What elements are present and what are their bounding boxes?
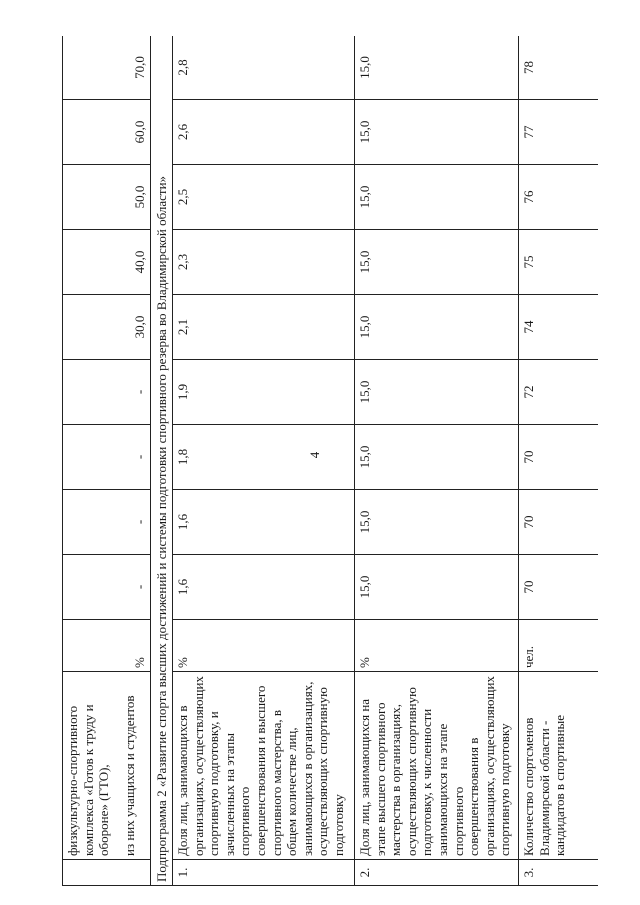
- value-cell: 40,0: [63, 230, 151, 295]
- value-cell: 15,0: [355, 360, 519, 425]
- subprogram-header-row: [151, 36, 173, 886]
- value-cell: 2,6: [173, 100, 355, 165]
- value-cell: 70: [519, 425, 599, 490]
- value-cell: 76: [519, 165, 599, 230]
- value-cell: 15,0: [355, 490, 519, 555]
- value-cell: 15,0: [355, 230, 519, 295]
- value-cell: 2,3: [173, 230, 355, 295]
- table-rotation-frame: [62, 36, 598, 886]
- row-number: 3.: [519, 860, 599, 886]
- value-cell: -: [63, 425, 151, 490]
- rotated-table-sheet: [62, 36, 598, 886]
- row-description: Доля лиц, занимающихся на этапе высшего спортивного мастерства в организациях, осуществляющих спортивную подготовку, к численности занимающихся на этапе спортивного совершенствования в организациях, осуществляющих спортивную подготовку: [355, 672, 519, 860]
- page-number: 4: [307, 451, 322, 459]
- value-cell: 1,6: [173, 490, 355, 555]
- value-cell: 77: [519, 100, 599, 165]
- row-unit: %: [355, 620, 519, 672]
- value-cell: 15,0: [355, 555, 519, 620]
- table-row-gto: [63, 36, 151, 886]
- value-cell: -: [63, 490, 151, 555]
- value-cell: 72: [519, 360, 599, 425]
- value-cell: 74: [519, 295, 599, 360]
- value-cell: 1,6: [173, 555, 355, 620]
- table-row: [173, 36, 355, 886]
- value-cell: 1,8: [173, 425, 355, 490]
- value-cell: 2,5: [173, 165, 355, 230]
- value-cell: -: [63, 360, 151, 425]
- value-cell: 30,0: [63, 295, 151, 360]
- gto-description-sub: из них учащихся и студентов: [121, 695, 137, 856]
- value-cell: 15,0: [355, 36, 519, 100]
- value-cell: 15,0: [355, 425, 519, 490]
- table-row: [519, 36, 599, 886]
- row-unit: %: [173, 620, 355, 672]
- value-cell: 50,0: [63, 165, 151, 230]
- table-row: [355, 36, 519, 886]
- value-cell: 60,0: [63, 100, 151, 165]
- value-cell: -: [63, 555, 151, 620]
- value-cell: 2,8: [173, 36, 355, 100]
- row-number: 2.: [355, 860, 519, 886]
- value-cell: 78: [519, 36, 599, 100]
- row-description: Доля лиц, занимающихся в организациях, осуществляющих спортивную подготовку, и зачисленных на этапы спортивного совершенствования и высшего спортивного мастерства, в общем количестве лиц, занимающихся в организациях, осуществляющих спортивную подготовку: [173, 672, 355, 860]
- row-number-cell: [63, 860, 151, 886]
- row-number: 1.: [173, 860, 355, 886]
- value-cell: 70: [519, 490, 599, 555]
- subprogram-title: Подпрограмма 2 «Развитие спорта высших достижений и системы подготовки спортивного резерва во Владимирской области»: [151, 36, 173, 886]
- gto-description-main: физкультурно-спортивного комплекса «Готов к труду и обороне» (ГТО),: [65, 704, 112, 856]
- gto-description-cell: [63, 672, 151, 860]
- indicators-table: [62, 36, 598, 886]
- value-cell: 15,0: [355, 165, 519, 230]
- value-cell: 1,9: [173, 360, 355, 425]
- row-unit: чел.: [519, 620, 599, 672]
- row-description: Количество спортсменов Владимирской области - кандидатов в спортивные: [519, 672, 599, 860]
- unit-cell: %: [63, 620, 151, 672]
- value-cell: 15,0: [355, 295, 519, 360]
- value-cell: 70,0: [63, 36, 151, 100]
- value-cell: 2,1: [173, 295, 355, 360]
- value-cell: 70: [519, 555, 599, 620]
- value-cell: 15,0: [355, 100, 519, 165]
- value-cell: 75: [519, 230, 599, 295]
